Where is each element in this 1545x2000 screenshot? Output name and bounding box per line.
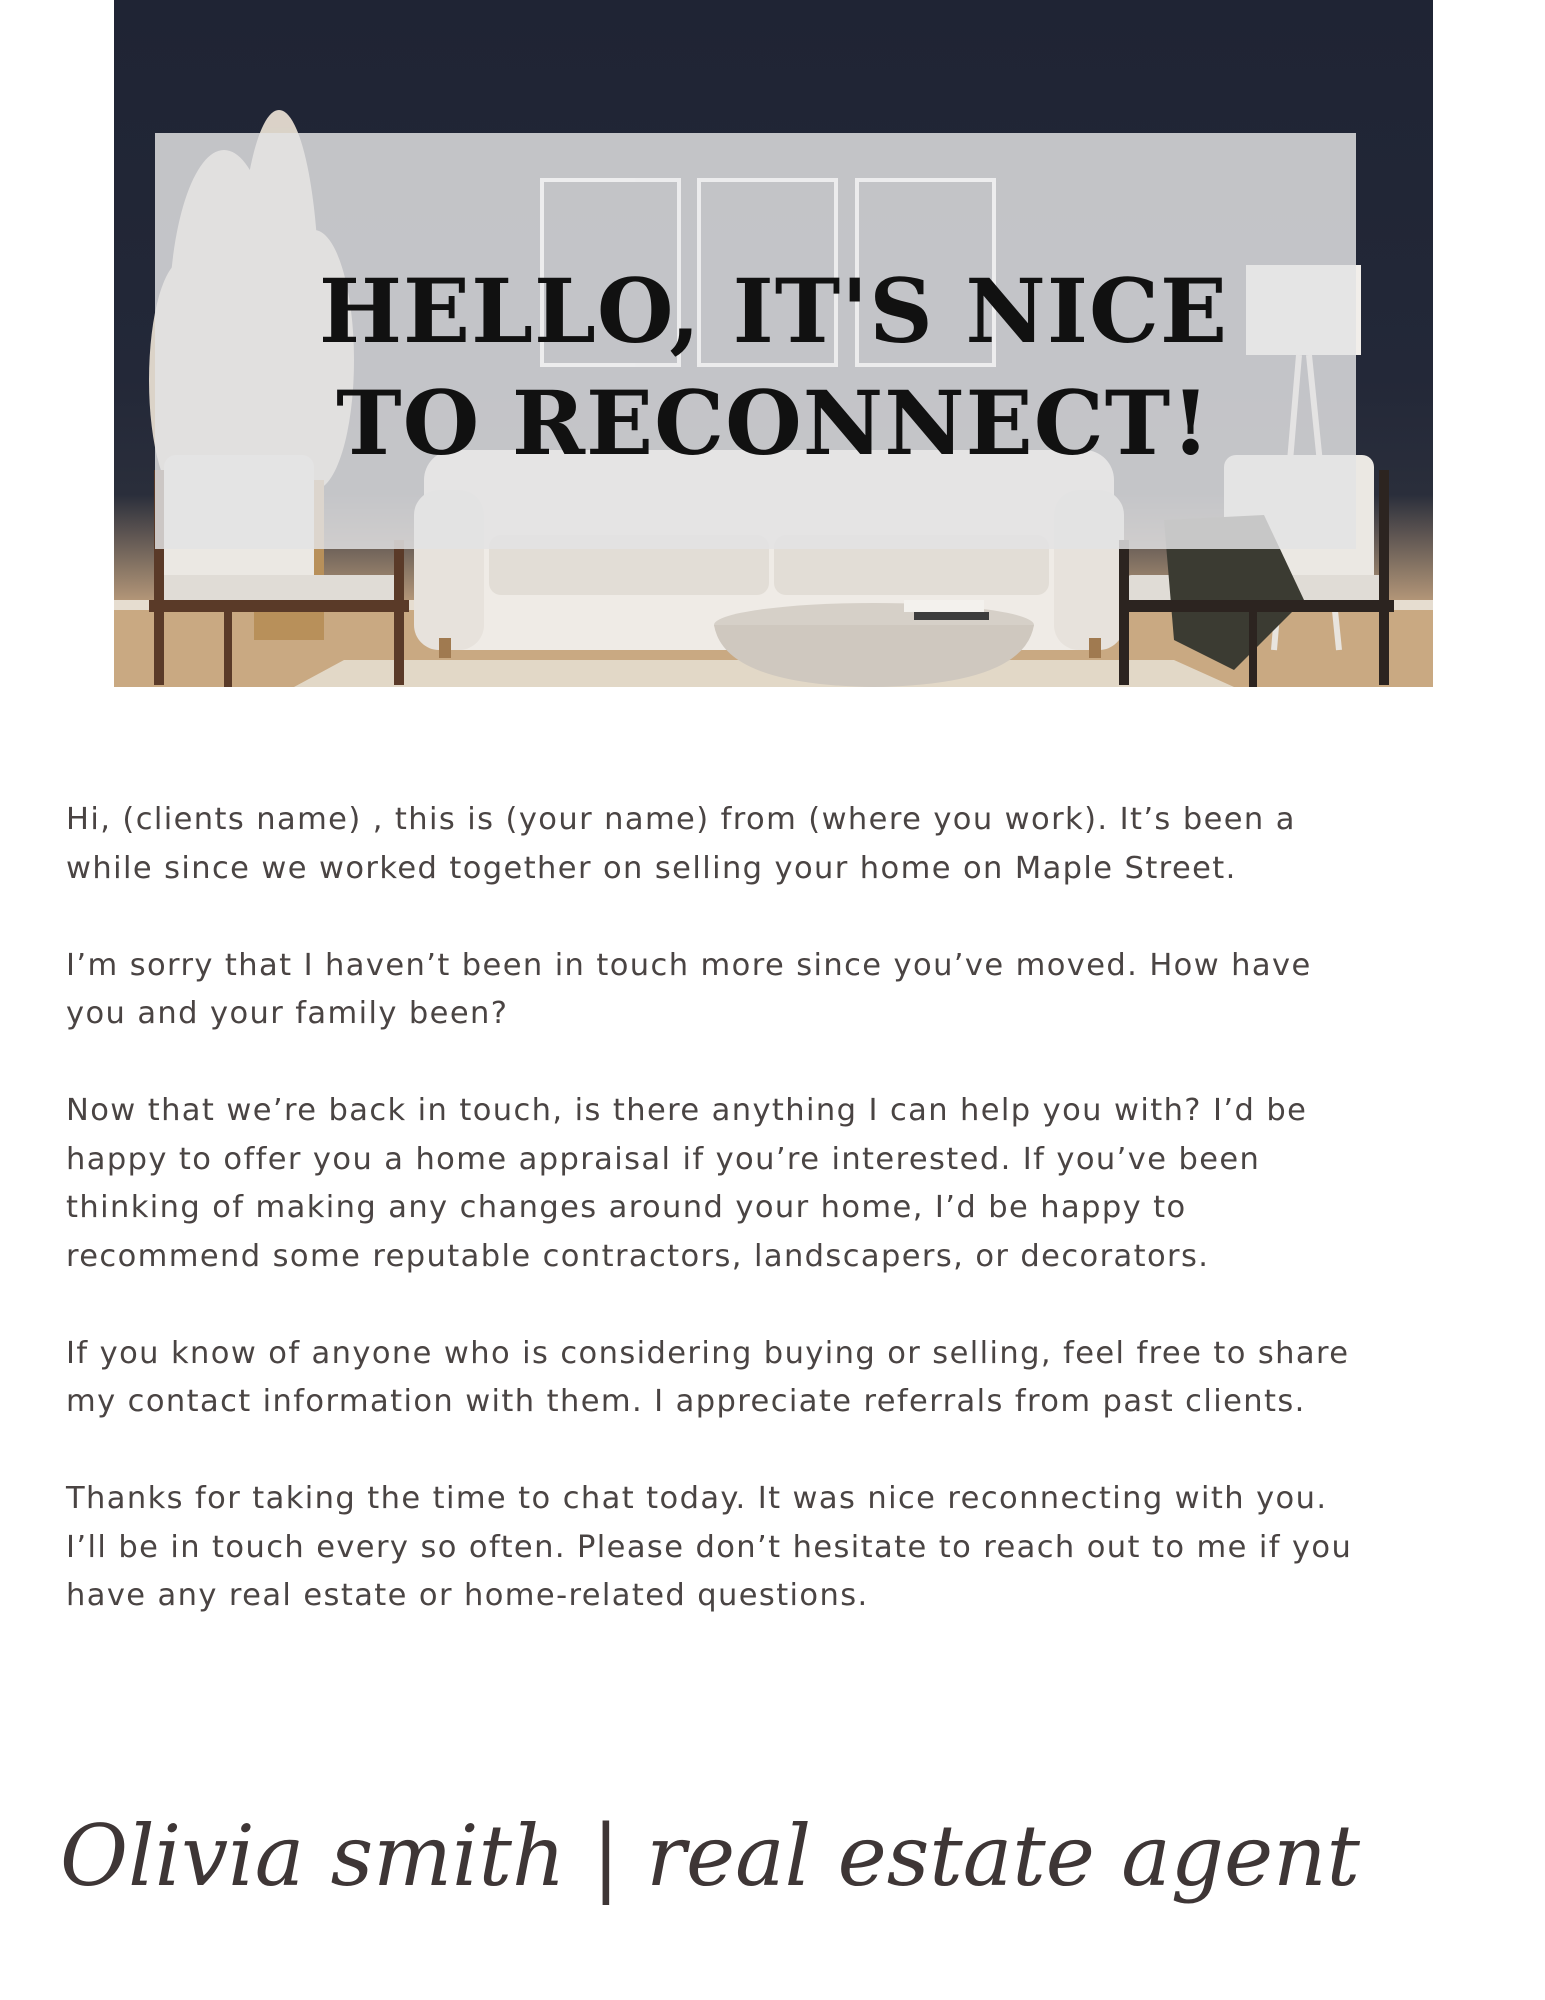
text-line: my contact information with them. I appreciate referrals from past clients. <box>66 1384 1306 1419</box>
signature-graphic <box>60 1745 1380 1950</box>
text-line: I’ll be in touch every so often. Please don’t hesitate to reach out to me if you <box>66 1529 1353 1565</box>
text-line: have any real estate or home-related questions. <box>66 1578 869 1613</box>
signature <box>60 1745 1380 1950</box>
text-line: I’m sorry that I haven’t been in touch more since you’ve moved. How have <box>66 947 1312 983</box>
paragraph-greeting <box>66 796 1466 893</box>
paragraph-closing <box>66 1475 1466 1621</box>
text-line: Thanks for taking the time to chat today. It was nice reconnecting with you. <box>66 1481 1328 1516</box>
text-line: happy to offer you a home appraisal if you’re interested. If you’ve been <box>66 1141 1261 1177</box>
title-line-1: HELLO, IT'S NICE <box>318 259 1229 363</box>
signature-text: Olivia smith | real estate agent <box>60 1807 1361 1905</box>
text-line: Hi, (clients name) , this is (your name) from (where you work). It’s been a <box>66 802 1296 837</box>
text-line: Now that we’re back in touch, is there anything I can help you with? I’d be <box>66 1093 1308 1128</box>
page-title <box>114 255 1433 479</box>
letter-body <box>66 796 1466 1669</box>
paragraph-offer <box>66 1087 1466 1281</box>
paragraph-referrals <box>66 1330 1466 1427</box>
hero-banner <box>114 0 1433 687</box>
title-line-2: TO RECONNECT! <box>336 371 1211 475</box>
text-line: recommend some reputable contractors, landscapers, or decorators. <box>66 1238 1210 1274</box>
text-line: while since we worked together on selling your home on Maple Street. <box>66 850 1237 886</box>
text-line: you and your family been? <box>66 996 509 1031</box>
text-line: If you know of anyone who is considering buying or selling, feel free to share <box>66 1335 1350 1371</box>
text-line: thinking of making any changes around your home, I’d be happy to <box>66 1190 1187 1225</box>
paragraph-apology <box>66 942 1466 1039</box>
